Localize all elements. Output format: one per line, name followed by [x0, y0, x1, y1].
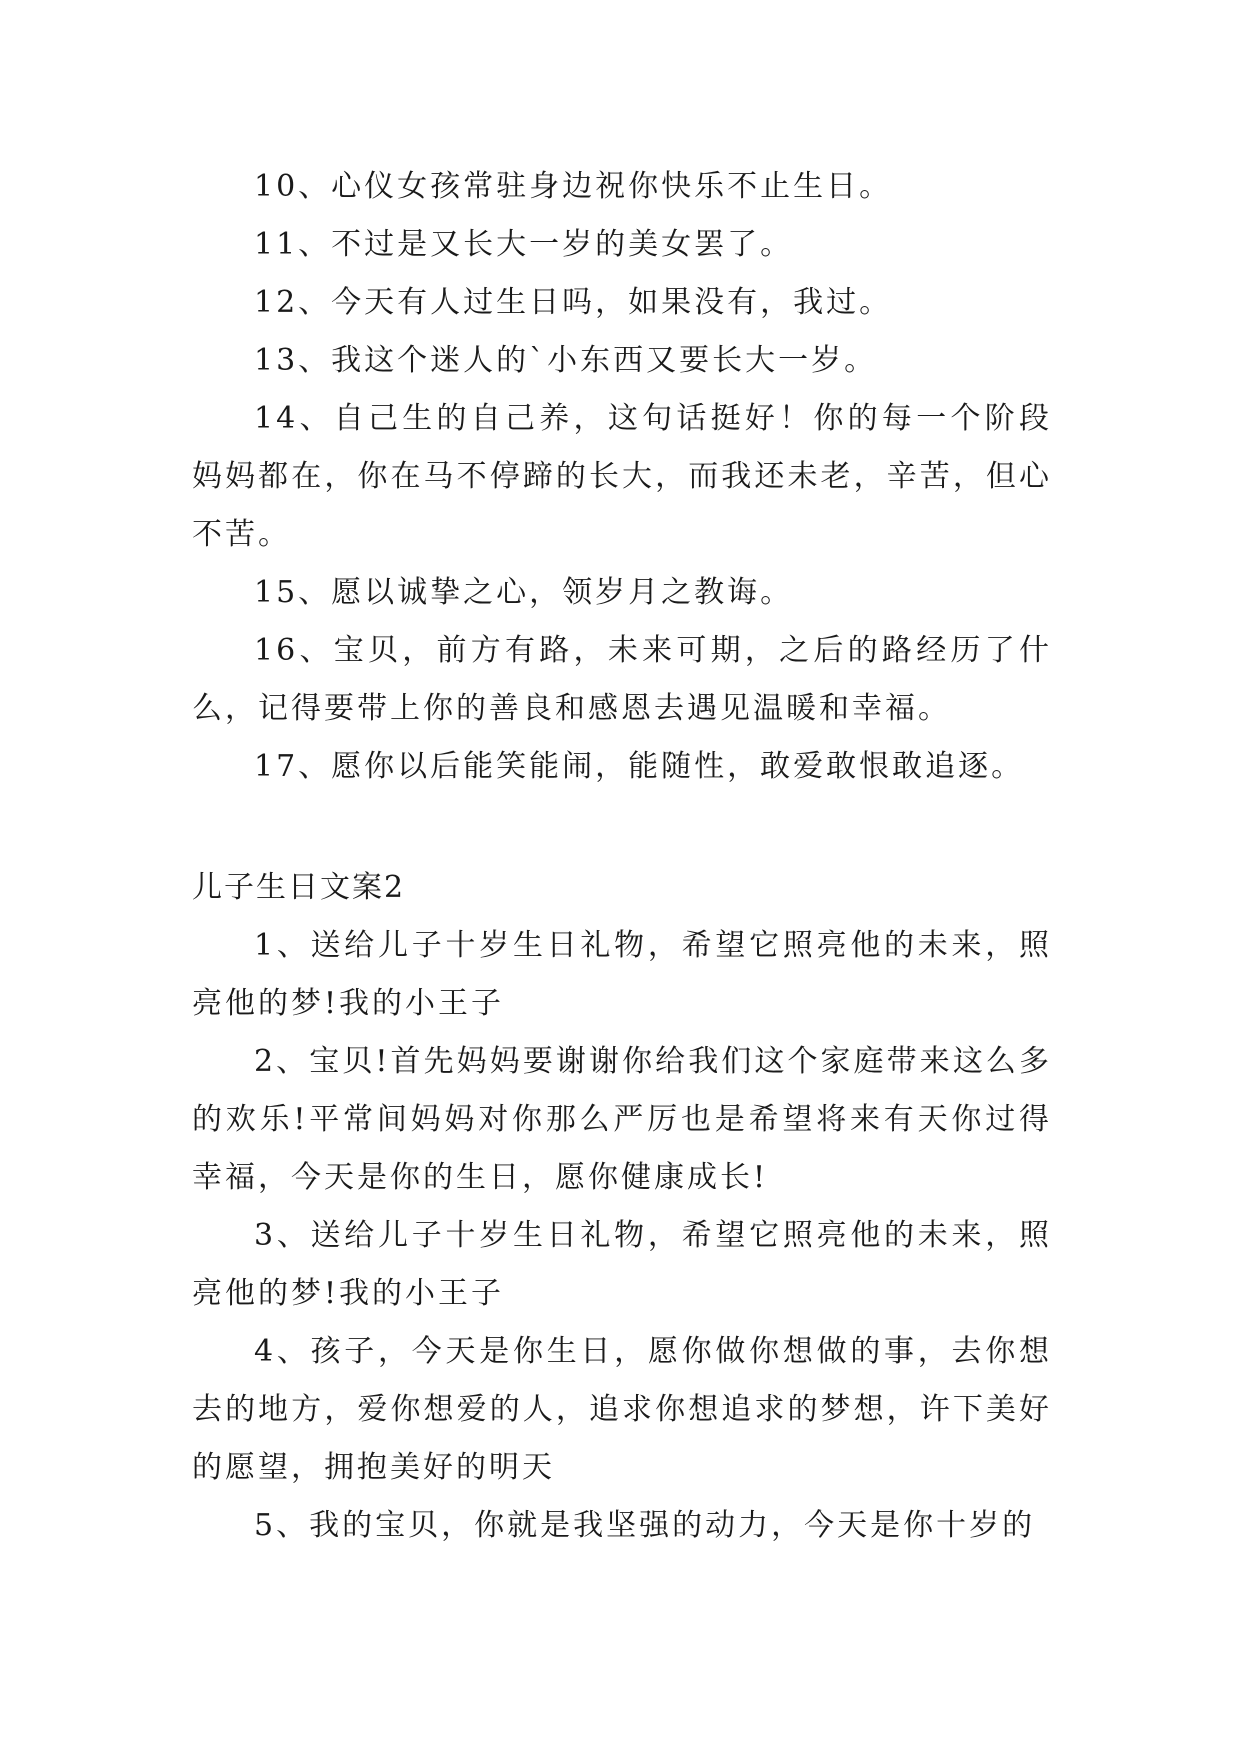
- list-item: 14、自己生的自己养，这句话挺好！你的每一个阶段妈妈都在，你在马不停蹄的长大，而我还未老，辛苦，但心不苦。: [192, 401, 1052, 552]
- list-item: 15、愿以诚挚之心，领岁月之教诲。: [254, 575, 794, 610]
- list-item: 11、不过是又长大一岁的美女罢了。: [254, 227, 794, 262]
- list-item: 13、我这个迷人的`小东西又要长大一岁。: [254, 343, 878, 378]
- document-body: [192, 158, 1052, 1555]
- list-item: 17、愿你以后能笑能闹，能随性，敢爱敢恨敢追逐。: [254, 749, 1025, 784]
- list-item: 10、心仪女孩常驻身边祝你快乐不止生日。: [254, 169, 893, 204]
- list-item: 5、我的宝贝，你就是我坚强的动力，今天是你十岁的: [254, 1508, 1036, 1543]
- list-item: 4、孩子，今天是你生日，愿你做你想做的事，去你想去的地方，爱你想爱的人，追求你想追求的梦想，许下美好的愿望，拥抱美好的明天: [192, 1334, 1052, 1485]
- section-heading: 儿子生日文案2: [192, 870, 406, 905]
- list-item: 12、今天有人过生日吗，如果没有，我过。: [254, 285, 893, 320]
- list-item: 2、宝贝!首先妈妈要谢谢你给我们这个家庭带来这么多的欢乐!平常间妈妈对你那么严厉也是希望将来有天你过得幸福，今天是你的生日，愿你健康成长!: [192, 1044, 1052, 1195]
- list-item: 16、宝贝，前方有路，未来可期，之后的路经历了什么，记得要带上你的善良和感恩去遇见温暖和幸福。: [192, 633, 1052, 726]
- section-spacer: [192, 796, 1052, 859]
- list-item: 1、送给儿子十岁生日礼物，希望它照亮他的未来，照亮他的梦!我的小王子: [192, 928, 1052, 1021]
- list-item: 3、送给儿子十岁生日礼物，希望它照亮他的未来，照亮他的梦!我的小王子: [192, 1218, 1052, 1311]
